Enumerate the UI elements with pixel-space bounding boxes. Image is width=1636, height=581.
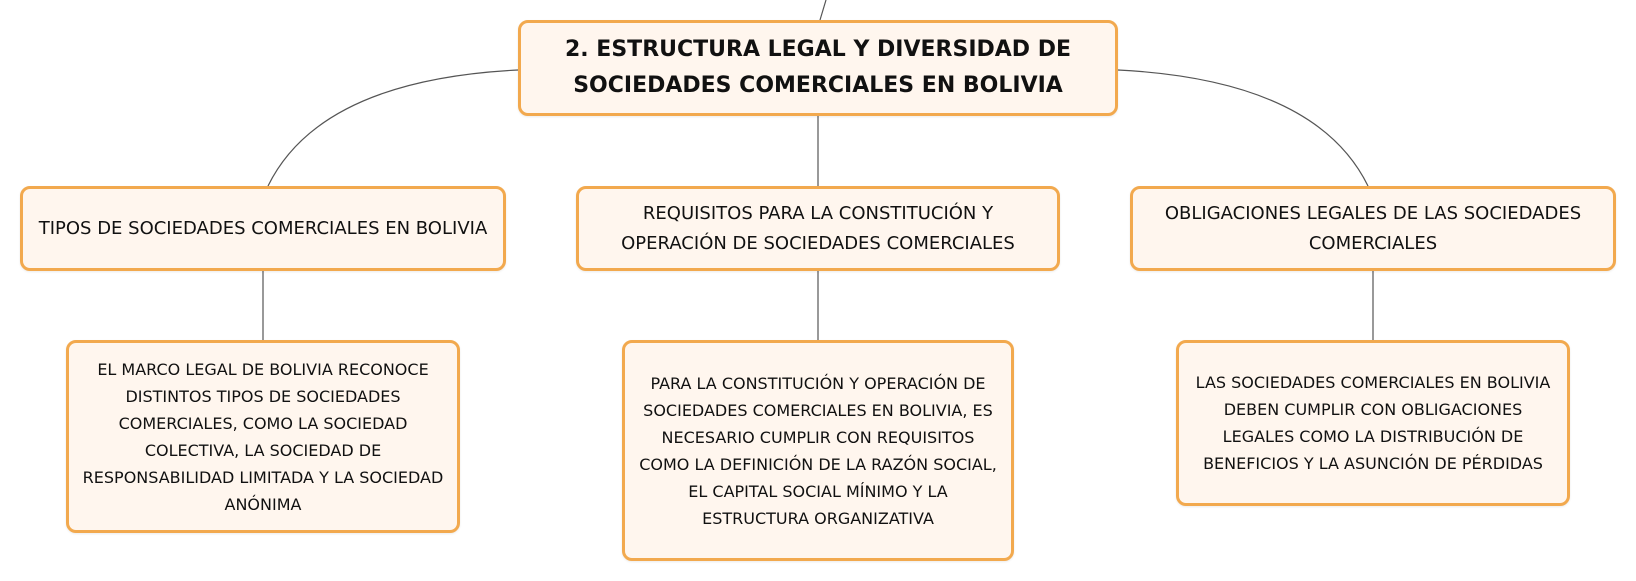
branch-topic-requisitos[interactable]: [576, 186, 1060, 271]
root-topic-label: 2. ESTRUCTURA LEGAL Y DIVERSIDAD DE SOCIEDADES COMERCIALES EN BOLIVIA: [564, 37, 1072, 98]
branch-topic-obligaciones[interactable]: [1130, 186, 1616, 271]
detail-text: LAS SOCIEDADES COMERCIALES EN BOLIVIA DEBEN CUMPLIR CON OBLIGACIONES LEGALES COMO LA DISTRIBUCIÓN DE BENEFICIOS Y LA ASUNCIÓN DE PÉRDIDAS: [1195, 373, 1551, 473]
root-topic-node[interactable]: [518, 20, 1118, 116]
branch-topic-label: TIPOS DE SOCIEDADES COMERCIALES EN BOLIVIA: [38, 217, 488, 239]
detail-node-obligaciones[interactable]: [1176, 340, 1570, 506]
connector-root-to-branch-3: [1118, 70, 1368, 186]
branch-topic-label: REQUISITOS PARA LA CONSTITUCIÓN Y OPERACIÓN DE SOCIEDADES COMERCIALES: [621, 202, 1015, 254]
detail-text: EL MARCO LEGAL DE BOLIVIA RECONOCE DISTINTOS TIPOS DE SOCIEDADES COMERCIALES, COMO LA SOCIEDAD COLECTIVA, LA SOCIEDAD DE RESPONSABILIDAD LIMITADA Y LA SOCIEDAD ANÓNIMA: [82, 359, 444, 514]
connector-root-to-branch-1: [268, 70, 518, 186]
detail-text: PARA LA CONSTITUCIÓN Y OPERACIÓN DE SOCIEDADES COMERCIALES EN BOLIVIA, ES NECESARIO CUMPLIR CON REQUISITOS COMO LA DEFINICIÓN DE LA RAZÓN SOCIAL, EL CAPITAL SOCIAL MÍNIMO Y LA ESTRUCTURA ORGANIZATIVA: [639, 373, 997, 528]
detail-node-requisitos[interactable]: [622, 340, 1014, 561]
branch-topic-tipos[interactable]: [20, 186, 506, 271]
connector-incoming: [820, 0, 826, 20]
detail-node-tipos[interactable]: [66, 340, 460, 533]
branch-topic-label: OBLIGACIONES LEGALES DE LAS SOCIEDADES COMERCIALES: [1164, 202, 1582, 254]
